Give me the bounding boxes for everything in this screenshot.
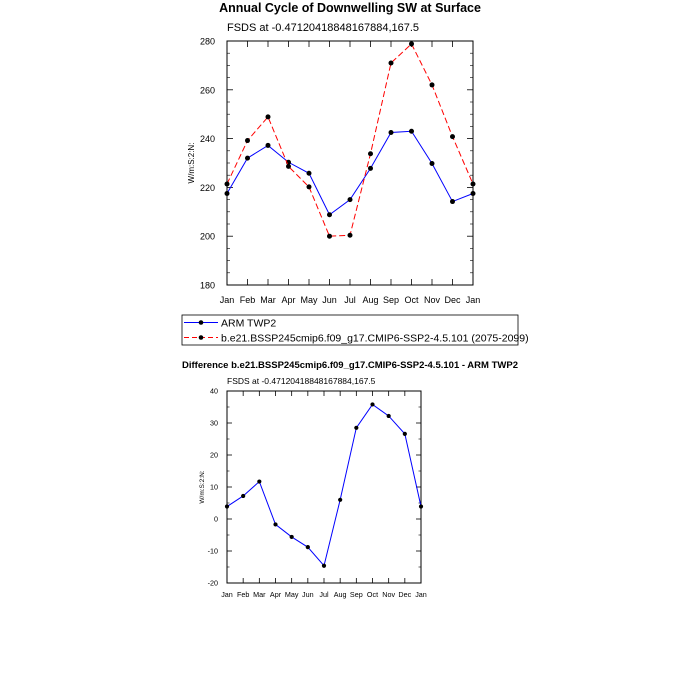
- x-tick-label: Sep: [382, 295, 400, 305]
- chart2-ticks: [208, 387, 427, 600]
- series-0-point: [322, 564, 326, 568]
- y-tick-label: 240: [199, 134, 215, 145]
- x-tick-label: Nov: [382, 590, 396, 599]
- series-1-point: [266, 114, 271, 119]
- x-tick-label: May: [284, 590, 299, 599]
- chart1-series-layer: [225, 41, 476, 238]
- series-1-point: [450, 134, 455, 139]
- series-0-point: [409, 129, 414, 134]
- series-0-point: [225, 504, 229, 508]
- chart2-series-layer: [225, 402, 423, 567]
- series-0-point: [273, 522, 277, 526]
- chart1-subtitle: FSDS at -0.47120418848167884,167.5: [227, 22, 420, 34]
- series-1-point: [348, 233, 353, 238]
- series-0-point: [389, 130, 394, 135]
- series-line-0: [227, 404, 421, 565]
- series-1-point: [225, 181, 230, 186]
- y-tick-label: 30: [210, 418, 218, 428]
- series-0-point: [387, 414, 391, 418]
- series-0-point: [419, 504, 423, 508]
- chart1-title: Annual Cycle of Downwelling SW at Surface: [219, 1, 481, 15]
- series-1-point: [409, 41, 414, 46]
- y-tick-label: 260: [199, 85, 215, 96]
- y-tick-label: -10: [207, 546, 218, 556]
- chart2-y-axis-label: W/m:S:2:N:: [199, 470, 206, 504]
- y-tick-label: 200: [199, 231, 215, 242]
- y-tick-label: 220: [199, 182, 215, 193]
- x-tick-label: Aug: [333, 590, 347, 599]
- chart1-y-axis-label: W/m:S:2:N:: [187, 142, 196, 184]
- legend-marker-arm: [199, 320, 204, 325]
- series-0-point: [370, 402, 374, 406]
- x-tick-label: Aug: [362, 295, 379, 305]
- legend-label-arm: ARM TWP2: [221, 317, 277, 330]
- x-tick-label: Jul: [319, 590, 329, 599]
- series-0-point: [348, 197, 353, 202]
- chart1-plot-frame: [227, 41, 473, 285]
- series-0-point: [241, 494, 245, 498]
- y-tick-label: 0: [214, 514, 218, 524]
- series-1-point: [389, 60, 394, 65]
- x-tick-label: Oct: [404, 295, 419, 305]
- x-tick-label: Jun: [322, 295, 337, 305]
- series-1-point: [368, 151, 373, 156]
- x-tick-label: Jan: [219, 295, 235, 305]
- x-tick-label: Jul: [344, 295, 356, 305]
- y-tick-label: 20: [210, 450, 218, 460]
- series-0-point: [307, 171, 312, 176]
- x-tick-label: Oct: [366, 590, 379, 599]
- chart-annual-cycle: [187, 1, 481, 305]
- series-0-point: [338, 498, 342, 502]
- x-tick-label: Sep: [349, 590, 363, 599]
- x-tick-label: Mar: [260, 295, 276, 305]
- x-tick-label: Dec: [398, 590, 412, 599]
- series-line-1: [227, 44, 473, 236]
- x-tick-label: Jun: [302, 590, 314, 599]
- x-tick-label: Apr: [281, 295, 296, 305]
- series-0-point: [225, 191, 230, 196]
- series-1-point: [286, 164, 291, 169]
- series-1-point: [245, 138, 250, 143]
- chart1-ticks: [200, 37, 480, 306]
- y-tick-label: 280: [199, 36, 215, 47]
- series-0-point: [306, 545, 310, 549]
- series-line-0: [227, 131, 473, 214]
- x-tick-label: May: [300, 295, 318, 305]
- y-tick-label: 40: [210, 386, 218, 396]
- x-tick-label: Jan: [221, 590, 233, 599]
- x-tick-label: Mar: [253, 590, 266, 599]
- y-tick-label: 180: [199, 280, 215, 291]
- y-tick-label: 10: [210, 482, 218, 492]
- x-tick-label: Apr: [269, 590, 282, 599]
- x-tick-label: Nov: [423, 295, 441, 305]
- series-0-point: [450, 199, 455, 204]
- series-0-point: [354, 426, 358, 430]
- series-0-point: [368, 166, 373, 171]
- series-0-point: [471, 191, 476, 196]
- chart2-subtitle: FSDS at -0.47120418848167884,167.5: [227, 376, 376, 386]
- series-0-point: [403, 432, 407, 436]
- x-tick-label: Feb: [239, 295, 256, 305]
- series-0-point: [257, 479, 261, 483]
- x-tick-label: Jan: [465, 295, 481, 305]
- chart2-title: Difference b.e21.BSSP245cmip6.f09_g17.CMIP6-SSP2-4.5.101 - ARM TWP2: [182, 360, 518, 371]
- x-tick-label: Feb: [236, 590, 250, 599]
- series-0-point: [266, 143, 271, 148]
- series-0-point: [245, 156, 250, 161]
- legend-label-model: b.e21.BSSP245cmip6.f09_g17.CMIP6-SSP2-4.5.101 (2075-2099): [221, 332, 529, 345]
- series-0-point: [430, 161, 435, 166]
- series-0-point: [290, 535, 294, 539]
- series-1-point: [471, 181, 476, 186]
- chart-difference: [182, 360, 518, 599]
- legend-marker-model: [199, 335, 204, 340]
- series-0-point: [327, 212, 332, 217]
- x-tick-label: Jan: [415, 590, 427, 599]
- series-1-point: [307, 184, 312, 189]
- series-1-point: [327, 234, 332, 239]
- chart1-legend: [182, 315, 529, 345]
- y-tick-label: -20: [207, 578, 218, 588]
- series-1-point: [430, 82, 435, 87]
- x-tick-label: Dec: [444, 295, 461, 305]
